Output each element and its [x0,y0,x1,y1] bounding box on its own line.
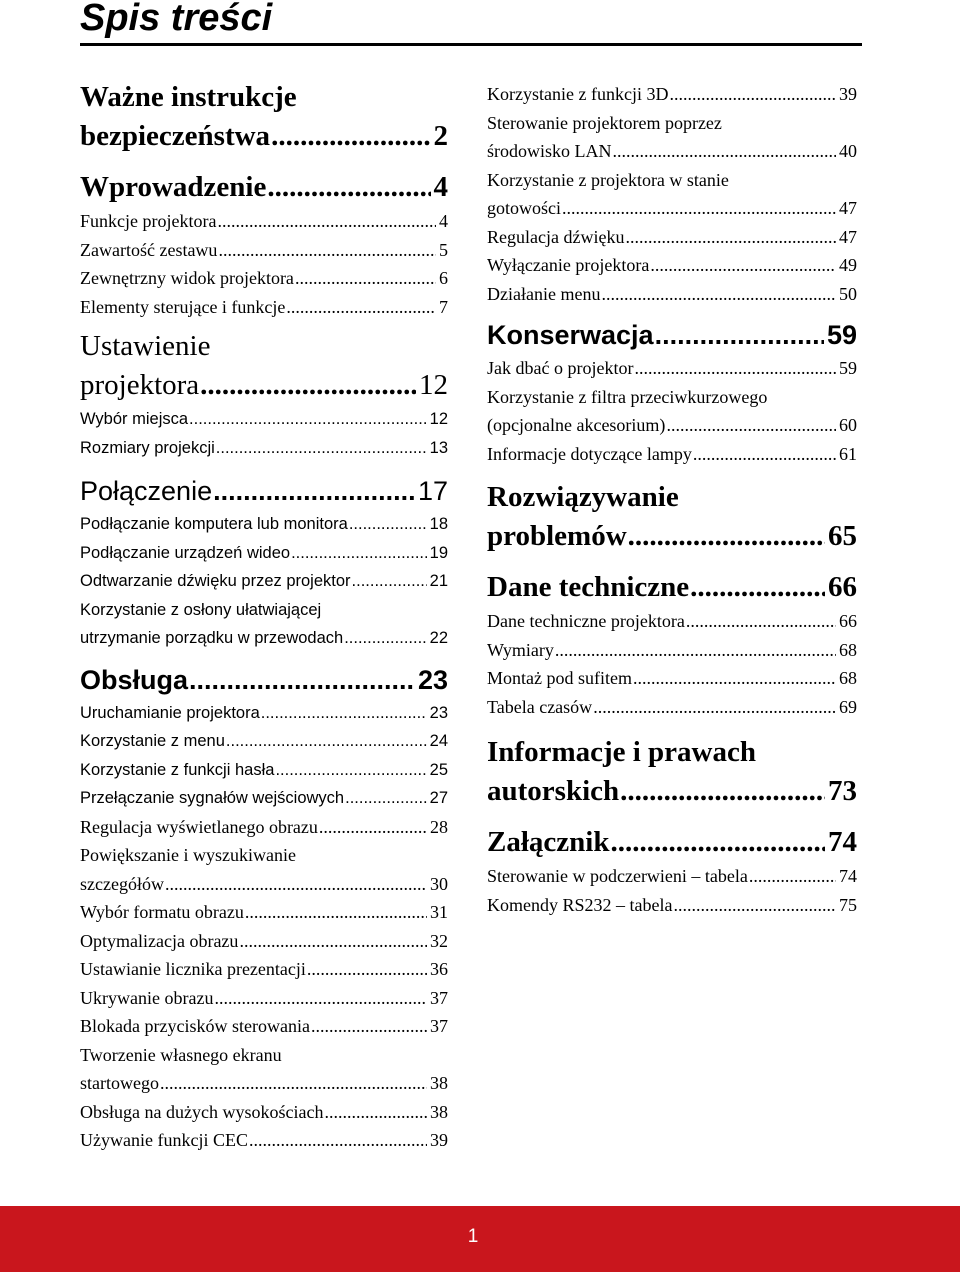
toc-label: Uruchamianie projektora [80,703,260,722]
toc-page: 39 [430,1130,448,1150]
toc-page: 23 [417,664,448,695]
leader-dots [245,898,427,927]
toc-page: 21 [429,572,448,590]
toc-entry[interactable] [487,664,857,693]
toc-entry-continued[interactable] [487,194,857,223]
toc-page: 74 [828,826,857,858]
toc-label: utrzymanie porządku w przewodach [80,629,344,647]
toc-entry[interactable]: Korzystanie z osłony ułatwiającej [80,600,322,619]
footer-bar [0,1206,960,1272]
leader-dots [352,567,427,596]
toc-label: Elementy sterujące i funkcje [80,296,286,317]
toc-entry[interactable] [80,927,448,956]
toc-page: 66 [839,611,857,631]
leader-dots [311,1012,427,1041]
toc-label: Podłączanie komputera lub monitora [80,515,348,533]
toc-label: Konserwacja [487,320,654,350]
toc-page: 4 [433,171,448,203]
leader-dots [189,405,427,434]
toc-page: 12 [429,410,448,428]
toc-page: 24 [429,732,448,750]
toc-page: 61 [839,443,857,464]
leader-dots [261,699,427,728]
toc-label: Optymalizacja obrazu [80,930,239,951]
toc-right-column [487,80,857,919]
toc-label: Podłączanie urządzeń wideo [80,543,291,562]
leader-dots [349,510,427,539]
leader-dots [239,927,427,956]
toc-label: autorskich [487,775,620,807]
toc-page: 2 [433,120,448,152]
toc-entry[interactable] [487,251,857,280]
leader-dots [628,517,825,556]
toc-entry[interactable] [80,813,448,842]
toc-page: 31 [430,902,448,922]
toc-entry[interactable] [487,280,857,309]
toc-label: (opcjonalne akcesorium) [487,415,666,435]
section-heading[interactable] [80,472,448,510]
toc-entry[interactable] [80,510,448,539]
toc-entry-continued[interactable] [487,411,857,440]
toc-page: 59 [826,320,857,350]
toc-page: 40 [839,141,857,161]
toc-label: bezpieczeństwa [80,120,271,152]
toc-page: 66 [828,571,857,603]
toc-entry[interactable] [80,405,448,434]
leader-dots [633,664,836,693]
toc-page: 6 [439,268,448,288]
toc-label: Sterowanie w podczerwieni – tabela [487,866,748,886]
toc-entry[interactable] [80,434,448,463]
section-heading[interactable] [487,772,857,811]
leader-dots [226,727,427,756]
leader-dots [307,955,427,984]
toc-label: startowego [80,1073,159,1093]
toc-label: szczegółów [80,873,164,894]
toc-page: 74 [839,866,857,886]
toc-label: Komendy RS232 – tabela [487,894,673,915]
leader-dots [217,207,436,236]
toc-page: 47 [839,198,857,218]
leader-dots [562,194,836,223]
toc-entry[interactable] [80,207,448,236]
toc-entry[interactable]: Korzystanie z projektora w stanie [487,169,729,190]
section-heading[interactable] [487,823,857,862]
toc-entry[interactable]: Tworzenie własnego ekranu [80,1044,282,1065]
toc-entry[interactable] [80,539,448,568]
leader-dots [593,693,836,722]
toc-entry-continued[interactable] [80,1069,448,1098]
toc-left-column [80,70,448,1155]
leader-dots [650,251,836,280]
toc-entry[interactable] [80,264,448,293]
toc-label: Jak dbać o projektor [487,358,634,378]
leader-dots [686,607,836,636]
leader-dots [189,661,415,699]
toc-entry[interactable] [487,440,857,469]
toc-entry[interactable] [80,756,448,785]
leader-dots [344,624,426,653]
toc-label: Ustawianie licznika prezentacji [80,959,306,979]
leader-dots [218,236,436,265]
section-heading[interactable] [487,316,857,354]
toc-label: Odtwarzanie dźwięku przez projektor [80,572,351,590]
toc-page: 73 [828,775,857,807]
leader-dots [324,1098,427,1127]
toc-label: Korzystanie z menu [80,732,225,750]
leader-dots [625,223,836,252]
toc-entry[interactable] [487,80,857,109]
toc-page: 37 [430,987,448,1008]
toc-entry[interactable] [80,1126,448,1155]
title-rule [80,43,862,46]
toc-page: 36 [430,959,448,979]
toc-label: środowisko LAN [487,141,612,161]
section-heading[interactable] [487,517,857,556]
toc-page: 65 [828,520,857,552]
leader-dots [295,264,436,293]
toc-page: 49 [839,255,857,275]
toc-entry-continued[interactable] [487,137,857,166]
leader-dots [655,316,824,354]
toc-label: Montaż pod sufitem [487,668,632,688]
toc-page: 38 [430,1101,448,1122]
toc-page: 68 [839,639,857,660]
leader-dots [634,354,836,383]
toc-label: projektora [80,369,200,401]
leader-dots [213,472,415,510]
toc-label: Dane techniczne projektora [487,611,685,631]
leader-dots [669,80,836,109]
toc-label: Regulacja dźwięku [487,226,625,247]
section-heading[interactable] [487,568,857,607]
toc-label: Wprowadzenie [80,171,267,203]
toc-page: 59 [839,358,857,378]
toc-label: Korzystanie z funkcji 3D [487,84,669,104]
toc-entry[interactable] [487,891,857,920]
leader-dots [601,280,836,309]
leader-dots [291,539,427,568]
toc-entry[interactable] [80,293,448,322]
toc-entry[interactable] [487,607,857,636]
toc-entry[interactable] [80,567,448,596]
toc-entry[interactable] [80,784,448,813]
section-heading[interactable]: Informacje i prawach [487,736,757,768]
toc-label: problemów [487,520,627,552]
toc-page: 60 [839,415,857,435]
toc-entry[interactable] [80,955,448,984]
toc-label: Obsługa [80,664,189,695]
toc-entry[interactable] [80,984,448,1013]
toc-page: 5 [439,239,448,260]
section-heading[interactable]: Ustawienie [80,330,211,362]
toc-page: 22 [429,629,448,647]
toc-entry-continued[interactable] [80,624,448,653]
section-heading[interactable]: Ważne instrukcje [80,81,297,113]
toc-page: 47 [839,226,857,247]
leader-dots [666,411,836,440]
toc-entry[interactable] [487,636,857,665]
leader-dots [319,813,427,842]
toc-entry-continued[interactable] [80,870,448,899]
section-heading[interactable]: Rozwiązywanie [487,481,679,513]
leader-dots [275,756,426,785]
toc-label: Zawartość zestawu [80,239,218,260]
leader-dots [216,434,427,463]
leader-dots [160,1069,427,1098]
toc-entry[interactable]: Korzystanie z filtra przeciwkurzowego [487,386,768,407]
toc-page: 23 [429,703,448,722]
toc-label: gotowości [487,198,561,218]
leader-dots [345,784,427,813]
toc-page: 7 [439,296,448,317]
toc-label: Dane techniczne [487,571,690,603]
leader-dots [214,984,427,1013]
toc-label: Używanie funkcji CEC [80,1130,248,1150]
toc-page: 13 [429,438,448,457]
leader-dots [690,568,825,607]
toc-label: Załącznik [487,826,610,858]
toc-page: 37 [430,1016,448,1036]
toc-entry[interactable] [80,1098,448,1127]
toc-page: 75 [839,894,857,915]
section-heading[interactable] [80,168,448,207]
leader-dots [673,891,836,920]
toc-page: 19 [429,543,448,562]
toc-label: Regulacja wyświetlanego obrazu [80,816,318,837]
toc-page: 69 [839,696,857,717]
toc-label: Obsługa na dużych wysokościach [80,1101,324,1122]
leader-dots [271,117,430,156]
toc-page: 50 [839,283,857,304]
toc-page: 17 [417,476,448,506]
toc-entry[interactable] [80,699,448,728]
toc-label: Funkcje projektora [80,211,217,231]
toc-entry[interactable] [487,693,857,722]
toc-page: 12 [419,369,448,401]
toc-label: Połączenie [80,476,213,506]
toc-page: 39 [839,84,857,104]
toc-entry[interactable] [487,354,857,383]
section-heading[interactable] [80,117,448,156]
toc-label: Wyłączanie projektora [487,255,650,275]
toc-page: 68 [839,668,857,688]
toc-page: 4 [439,211,448,231]
toc-page: 38 [430,1073,448,1093]
toc-entry[interactable] [80,1012,448,1041]
toc-page: 27 [429,789,448,807]
toc-entry[interactable] [80,727,448,756]
section-heading[interactable] [80,661,448,699]
toc-label: Działanie menu [487,283,601,304]
toc-page: 32 [430,930,448,951]
toc-label: Zewnętrzny widok projektora [80,268,294,288]
leader-dots [610,823,825,862]
leader-dots [555,636,836,665]
toc-entry[interactable] [487,223,857,252]
leader-dots [200,366,416,405]
toc-label: Tabela czasów [487,696,593,717]
toc-page: 28 [430,816,448,837]
toc-label: Przełączanie sygnałów wejściowych [80,789,345,807]
toc-entry[interactable]: Powiększanie i wyszukiwanie [80,845,296,865]
leader-dots [286,293,436,322]
toc-page: 30 [430,873,448,894]
page-number: 1 [467,1226,479,1247]
toc-label: Rozmiary projekcji [80,438,215,457]
toc-label: Wymiary [487,639,554,660]
leader-dots [693,440,836,469]
toc-label: Ukrywanie obrazu [80,987,214,1008]
toc-label: Wybór formatu obrazu [80,902,244,922]
leader-dots [620,772,825,811]
leader-dots [267,168,430,207]
toc-label: Blokada przycisków sterowania [80,1016,310,1036]
toc-entry[interactable] [80,898,448,927]
page-title: Spis treści [80,0,273,39]
section-heading[interactable] [80,366,448,405]
toc-label: Korzystanie z funkcji hasła [80,760,275,779]
toc-page: 25 [429,760,448,779]
toc-label: Informacje dotyczące lampy [487,443,692,464]
leader-dots [613,137,837,166]
toc-entry[interactable] [487,862,857,891]
leader-dots [249,1126,427,1155]
leader-dots [165,870,427,899]
toc-page: 18 [429,515,448,533]
toc-entry[interactable] [80,236,448,265]
leader-dots [749,862,836,891]
toc-label: Wybór miejsca [80,410,189,428]
toc-entry[interactable]: Sterowanie projektorem poprzez [487,112,722,133]
